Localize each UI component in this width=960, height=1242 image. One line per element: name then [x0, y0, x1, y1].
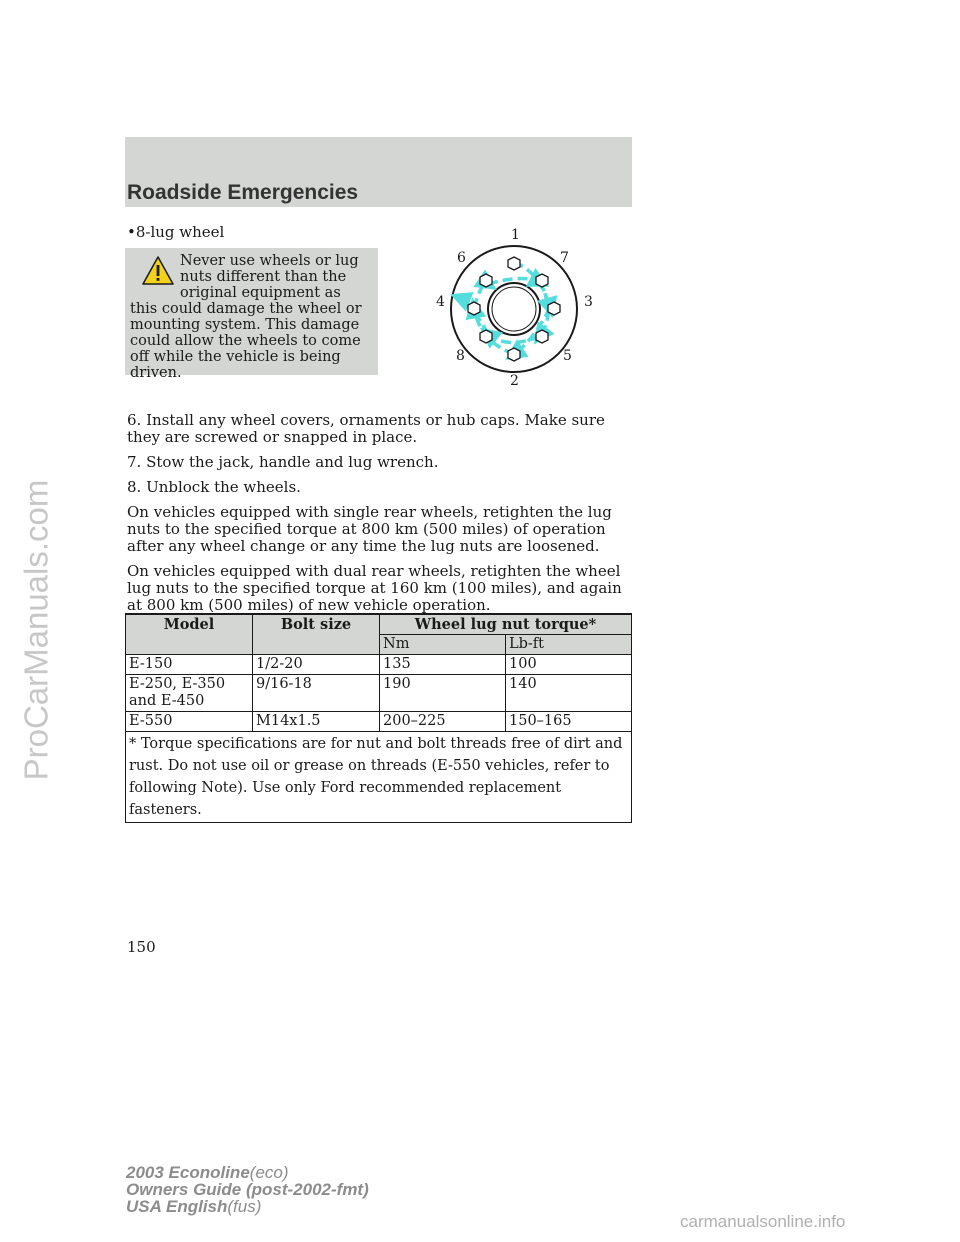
lug-label-6: 6	[457, 250, 466, 266]
header-torque: Wheel lug nut torque*	[380, 614, 632, 635]
footer-language: USA English	[126, 1197, 228, 1216]
lug-label-7: 7	[560, 250, 569, 266]
cell-nm: 200–225	[380, 712, 506, 732]
lug-label-1: 1	[511, 227, 520, 243]
subheader-lbft: Lb-ft	[506, 635, 632, 655]
table-note-row	[126, 732, 632, 823]
eight-lug-wheel-diagram	[420, 222, 620, 397]
paragraph: 8. Unblock the wheels.	[127, 478, 301, 496]
cell-nm: 135	[380, 655, 506, 675]
bottom-watermark: carmanualsonline.info	[680, 1212, 846, 1231]
section-header	[125, 137, 632, 207]
warning-text: Never use wheels or lug nuts different than the original equipment as this could damage the wheel or mounting system. This damage could allow the wheels to come off while the vehicle is being driven.	[130, 253, 362, 381]
bullet-item	[127, 223, 224, 241]
paragraph: On vehicles equipped with dual rear wheels, retighten the wheel lug nuts to the specified torque at 160 km (100 miles), and again at 800 km (500 miles) of new vehicle operation.	[127, 562, 622, 614]
table-row	[126, 675, 632, 712]
cell-model: E-550	[126, 712, 253, 732]
body-text	[127, 412, 632, 622]
footer-model-code: (eco)	[249, 1163, 289, 1182]
paragraph: 6. Install any wheel covers, ornaments or hub caps. Make sure they are screwed or snapped in place.	[127, 411, 605, 446]
side-watermark	[6, 300, 66, 960]
wheel-hub	[488, 283, 540, 335]
table-header-row	[126, 614, 632, 635]
paragraph: 7. Stow the jack, handle and lug wrench.	[127, 453, 439, 471]
cell-lbft: 150–165	[506, 712, 632, 732]
cell-model: E-250, E-350 and E-450	[126, 675, 253, 712]
cell-nm: 190	[380, 675, 506, 712]
cell-bolt-size: M14x1.5	[253, 712, 380, 732]
side-watermark-text: ProCarManuals.com	[17, 479, 54, 781]
table-note: * Torque specifications are for nut and bolt threads free of dirt and rust. Do not use oil or grease on threads (E-550 vehicles, refer to following Note). Use only Ford recommended replacement fasteners.	[126, 732, 632, 823]
cell-bolt-size: 9/16-18	[253, 675, 380, 712]
header-bolt-size: Bolt size	[253, 614, 380, 655]
table-row	[126, 655, 632, 675]
lug-label-5: 5	[563, 348, 572, 364]
bullet-text: 8-lug wheel	[135, 223, 225, 241]
footer-language-code: (fus)	[227, 1197, 262, 1216]
cell-lbft: 140	[506, 675, 632, 712]
footer-line-1	[126, 1164, 369, 1181]
lug-label-3: 3	[584, 294, 593, 310]
cell-lbft: 100	[506, 655, 632, 675]
lug-nuts	[468, 257, 560, 361]
warning-box	[125, 248, 378, 381]
footer-model: 2003 Econoline	[126, 1163, 250, 1182]
lug-label-4: 4	[436, 294, 445, 310]
subheader-nm: Nm	[380, 635, 506, 655]
lug-label-2: 2	[510, 373, 519, 389]
bullet-glyph: •	[127, 223, 136, 241]
cell-model: E-150	[126, 655, 253, 675]
cell-bolt-size: 1/2-20	[253, 655, 380, 675]
table-row	[126, 712, 632, 732]
lug-label-8: 8	[456, 348, 465, 364]
section-title: Roadside Emergencies	[127, 181, 359, 204]
page-number: 150	[127, 938, 156, 956]
paragraph: On vehicles equipped with single rear wheels, retighten the lug nuts to the specified torque at 800 km (500 miles) of operation after any wheel change or any time the lug nuts are loosened.	[127, 503, 612, 555]
lug-nut-torque-table	[125, 613, 632, 823]
header-model: Model	[126, 614, 253, 655]
footer-line-3	[126, 1198, 369, 1215]
document-footer	[126, 1164, 369, 1215]
warning-triangle-icon	[142, 255, 174, 287]
footer-line-2: Owners Guide (post-2002-fmt)	[126, 1180, 369, 1199]
wheel-hub-inner	[492, 287, 536, 331]
